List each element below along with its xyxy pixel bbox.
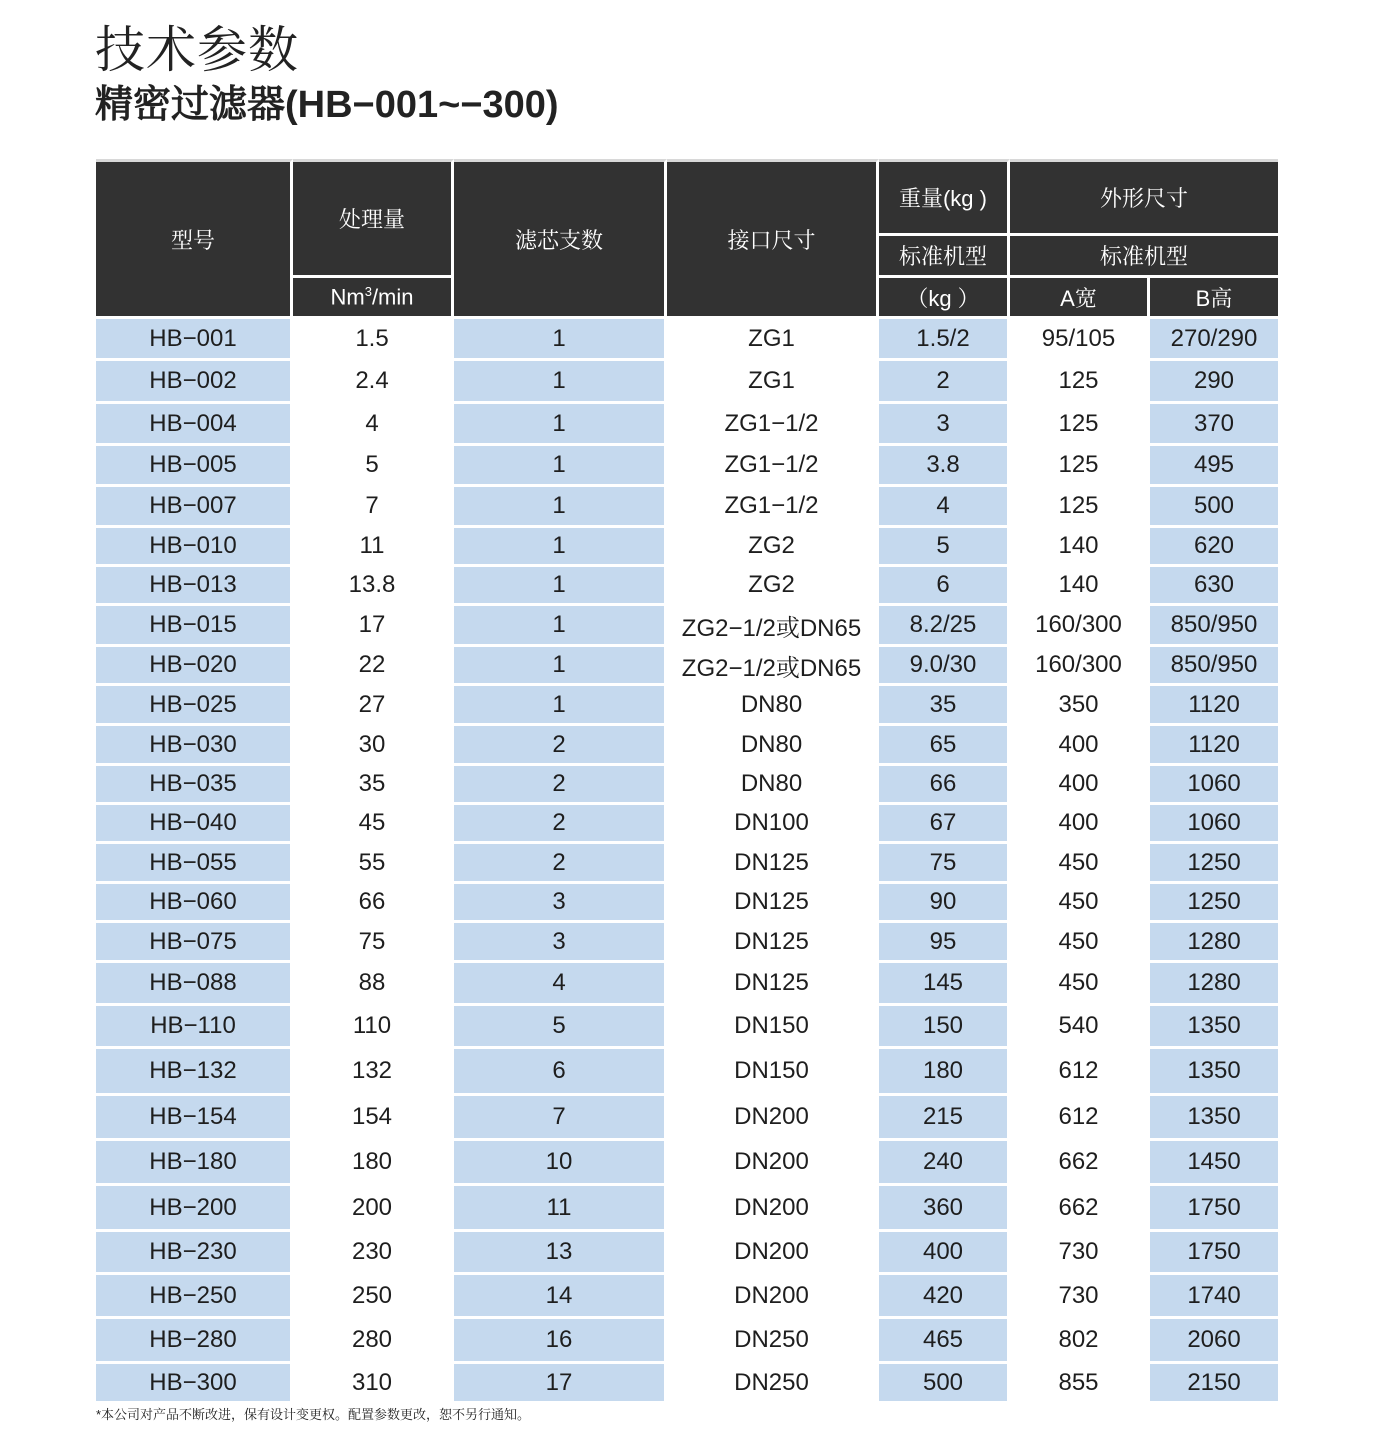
cell-height: 1060 — [1150, 805, 1278, 844]
cell-weight: 75 — [879, 844, 1010, 884]
cell-model: HB−004 — [96, 404, 293, 446]
cell-connection: ZG2−1/2或DN65 — [667, 647, 879, 686]
table-row — [96, 923, 1278, 963]
cell-weight: 2 — [879, 361, 1010, 404]
cell-capacity: 88 — [293, 963, 454, 1006]
table-row — [96, 1141, 1278, 1186]
cell-model: HB−025 — [96, 686, 293, 726]
cell-model: HB−015 — [96, 606, 293, 647]
cell-height: 1120 — [1150, 726, 1278, 766]
cell-cartridges: 1 — [454, 487, 667, 528]
cell-capacity: 55 — [293, 844, 454, 884]
table-row — [96, 1232, 1278, 1275]
cell-width: 450 — [1010, 963, 1150, 1006]
table-header — [96, 159, 1278, 319]
cell-height: 1750 — [1150, 1232, 1278, 1275]
cell-capacity: 230 — [293, 1232, 454, 1275]
cell-width: 400 — [1010, 766, 1150, 805]
cell-width: 730 — [1010, 1232, 1150, 1275]
table-row — [96, 567, 1278, 606]
header-height: B高 — [1150, 278, 1278, 319]
cell-model: HB−300 — [96, 1364, 293, 1404]
cell-height: 1750 — [1150, 1186, 1278, 1232]
cell-connection: ZG2−1/2或DN65 — [667, 606, 879, 647]
cell-height: 620 — [1150, 528, 1278, 567]
cell-height: 630 — [1150, 567, 1278, 606]
cell-connection: DN200 — [667, 1096, 879, 1141]
table-row — [96, 884, 1278, 923]
cell-width: 612 — [1010, 1096, 1150, 1141]
cell-capacity: 310 — [293, 1364, 454, 1404]
cell-capacity: 2.4 — [293, 361, 454, 404]
cell-width: 160/300 — [1010, 647, 1150, 686]
cell-height: 2150 — [1150, 1364, 1278, 1404]
cell-cartridges: 1 — [454, 606, 667, 647]
cell-width: 855 — [1010, 1364, 1150, 1404]
cell-height: 495 — [1150, 446, 1278, 487]
cell-width: 612 — [1010, 1049, 1150, 1096]
cell-height: 1250 — [1150, 884, 1278, 923]
table-row — [96, 1006, 1278, 1049]
cell-capacity: 13.8 — [293, 567, 454, 606]
cell-capacity: 66 — [293, 884, 454, 923]
cell-model: HB−055 — [96, 844, 293, 884]
cell-weight: 3.8 — [879, 446, 1010, 487]
cell-capacity: 22 — [293, 647, 454, 686]
cell-model: HB−060 — [96, 884, 293, 923]
cell-connection: DN150 — [667, 1006, 879, 1049]
table-row — [96, 844, 1278, 884]
cell-connection: ZG1 — [667, 319, 879, 361]
cell-width: 662 — [1010, 1186, 1150, 1232]
cell-cartridges: 1 — [454, 319, 667, 361]
cell-weight: 6 — [879, 567, 1010, 606]
cell-connection: DN80 — [667, 686, 879, 726]
cell-model: HB−030 — [96, 726, 293, 766]
cell-model: HB−230 — [96, 1232, 293, 1275]
cell-connection: ZG1 — [667, 361, 879, 404]
table-body — [96, 319, 1278, 1404]
cell-width: 160/300 — [1010, 606, 1150, 647]
cell-cartridges: 1 — [454, 647, 667, 686]
cell-weight: 3 — [879, 404, 1010, 446]
cell-height: 1740 — [1150, 1275, 1278, 1319]
table-row — [96, 404, 1278, 446]
cell-cartridges: 2 — [454, 766, 667, 805]
cell-connection: DN200 — [667, 1275, 879, 1319]
cell-capacity: 30 — [293, 726, 454, 766]
cell-weight: 9.0/30 — [879, 647, 1010, 686]
cell-width: 540 — [1010, 1006, 1150, 1049]
cell-cartridges: 1 — [454, 528, 667, 567]
cell-weight: 65 — [879, 726, 1010, 766]
cell-cartridges: 17 — [454, 1364, 667, 1404]
cell-weight: 180 — [879, 1049, 1010, 1096]
cell-capacity: 250 — [293, 1275, 454, 1319]
cell-height: 1350 — [1150, 1006, 1278, 1049]
cell-connection: ZG1−1/2 — [667, 487, 879, 528]
cell-cartridges: 2 — [454, 726, 667, 766]
cell-height: 850/950 — [1150, 647, 1278, 686]
cell-capacity: 45 — [293, 805, 454, 844]
cell-capacity: 132 — [293, 1049, 454, 1096]
cell-capacity: 280 — [293, 1319, 454, 1364]
cell-height: 1120 — [1150, 686, 1278, 726]
table-row — [96, 686, 1278, 726]
cell-height: 2060 — [1150, 1319, 1278, 1364]
cell-model: HB−010 — [96, 528, 293, 567]
cell-model: HB−250 — [96, 1275, 293, 1319]
cell-height: 500 — [1150, 487, 1278, 528]
cell-weight: 400 — [879, 1232, 1010, 1275]
cell-weight: 4 — [879, 487, 1010, 528]
cell-cartridges: 2 — [454, 805, 667, 844]
cell-connection: DN125 — [667, 844, 879, 884]
cell-cartridges: 2 — [454, 844, 667, 884]
cell-model: HB−280 — [96, 1319, 293, 1364]
header-weight-unit: （kg ） — [879, 278, 1010, 319]
cell-connection: DN250 — [667, 1319, 879, 1364]
cell-capacity: 7 — [293, 487, 454, 528]
cell-model: HB−154 — [96, 1096, 293, 1141]
cell-capacity: 110 — [293, 1006, 454, 1049]
cell-weight: 5 — [879, 528, 1010, 567]
header-connection: 接口尺寸 — [667, 159, 879, 319]
cell-height: 1450 — [1150, 1141, 1278, 1186]
header-model: 型号 — [96, 159, 293, 319]
cell-height: 850/950 — [1150, 606, 1278, 647]
cell-cartridges: 4 — [454, 963, 667, 1006]
cell-cartridges: 11 — [454, 1186, 667, 1232]
cell-height: 1350 — [1150, 1096, 1278, 1141]
cell-height: 1060 — [1150, 766, 1278, 805]
cell-capacity: 154 — [293, 1096, 454, 1141]
cell-connection: DN200 — [667, 1186, 879, 1232]
cell-cartridges: 3 — [454, 884, 667, 923]
table-row — [96, 1096, 1278, 1141]
header-capacity-unit — [293, 278, 454, 319]
cell-cartridges: 16 — [454, 1319, 667, 1364]
cell-weight: 8.2/25 — [879, 606, 1010, 647]
cell-width: 450 — [1010, 844, 1150, 884]
cell-height: 370 — [1150, 404, 1278, 446]
cell-width: 140 — [1010, 528, 1150, 567]
table-row — [96, 528, 1278, 567]
table-row — [96, 606, 1278, 647]
cell-weight: 465 — [879, 1319, 1010, 1364]
cell-capacity: 180 — [293, 1141, 454, 1186]
table-row — [96, 361, 1278, 404]
table-row — [96, 647, 1278, 686]
cell-connection: DN80 — [667, 726, 879, 766]
cell-model: HB−088 — [96, 963, 293, 1006]
cell-weight: 360 — [879, 1186, 1010, 1232]
cell-weight: 420 — [879, 1275, 1010, 1319]
cell-width: 662 — [1010, 1141, 1150, 1186]
cell-cartridges: 3 — [454, 923, 667, 963]
cell-capacity: 75 — [293, 923, 454, 963]
cell-connection: DN125 — [667, 884, 879, 923]
table-row — [96, 1275, 1278, 1319]
table-row — [96, 1049, 1278, 1096]
spec-table — [96, 159, 1278, 1404]
cell-width: 125 — [1010, 487, 1150, 528]
cell-weight: 145 — [879, 963, 1010, 1006]
cell-weight: 95 — [879, 923, 1010, 963]
capacity-unit-base: Nm — [330, 284, 365, 310]
header-cartridges: 滤芯支数 — [454, 159, 667, 319]
cell-connection: DN200 — [667, 1141, 879, 1186]
cell-model: HB−110 — [96, 1006, 293, 1049]
cell-connection: DN200 — [667, 1232, 879, 1275]
cell-connection: DN80 — [667, 766, 879, 805]
cell-cartridges: 1 — [454, 446, 667, 487]
table-row — [96, 487, 1278, 528]
cell-width: 450 — [1010, 884, 1150, 923]
cell-width: 450 — [1010, 923, 1150, 963]
cell-weight: 150 — [879, 1006, 1010, 1049]
cell-cartridges: 1 — [454, 361, 667, 404]
header-weight: 重量(kg ) — [879, 159, 1010, 236]
cell-width: 125 — [1010, 404, 1150, 446]
cell-capacity: 17 — [293, 606, 454, 647]
cell-connection: DN100 — [667, 805, 879, 844]
cell-model: HB−002 — [96, 361, 293, 404]
cell-width: 400 — [1010, 726, 1150, 766]
page-title: 技术参数 — [95, 22, 299, 78]
cell-height: 290 — [1150, 361, 1278, 404]
cell-connection: DN125 — [667, 963, 879, 1006]
cell-connection: DN125 — [667, 923, 879, 963]
cell-cartridges: 6 — [454, 1049, 667, 1096]
cell-weight: 90 — [879, 884, 1010, 923]
table-row — [96, 726, 1278, 766]
cell-capacity: 5 — [293, 446, 454, 487]
cell-width: 125 — [1010, 361, 1150, 404]
table-row — [96, 1364, 1278, 1404]
cell-model: HB−001 — [96, 319, 293, 361]
cell-weight: 35 — [879, 686, 1010, 726]
table-row — [96, 766, 1278, 805]
cell-model: HB−005 — [96, 446, 293, 487]
cell-capacity: 4 — [293, 404, 454, 446]
cell-cartridges: 10 — [454, 1141, 667, 1186]
table-row — [96, 1319, 1278, 1364]
cell-cartridges: 1 — [454, 404, 667, 446]
cell-connection: ZG2 — [667, 528, 879, 567]
cell-width: 125 — [1010, 446, 1150, 487]
cell-model: HB−180 — [96, 1141, 293, 1186]
cell-weight: 66 — [879, 766, 1010, 805]
cell-connection: DN250 — [667, 1364, 879, 1404]
cell-connection: ZG2 — [667, 567, 879, 606]
cell-height: 1250 — [1150, 844, 1278, 884]
cell-weight: 500 — [879, 1364, 1010, 1404]
cell-capacity: 11 — [293, 528, 454, 567]
cell-weight: 1.5/2 — [879, 319, 1010, 361]
cell-model: HB−132 — [96, 1049, 293, 1096]
table-row — [96, 805, 1278, 844]
cell-width: 95/105 — [1010, 319, 1150, 361]
capacity-unit-tail: /min — [371, 284, 414, 310]
cell-weight: 215 — [879, 1096, 1010, 1141]
cell-model: HB−035 — [96, 766, 293, 805]
cell-model: HB−020 — [96, 647, 293, 686]
header-capacity: 处理量 — [293, 159, 454, 278]
cell-cartridges: 1 — [454, 686, 667, 726]
cell-model: HB−013 — [96, 567, 293, 606]
header-weight-standard: 标准机型 — [879, 236, 1010, 278]
cell-cartridges: 5 — [454, 1006, 667, 1049]
cell-width: 802 — [1010, 1319, 1150, 1364]
table-row — [96, 319, 1278, 361]
cell-cartridges: 1 — [454, 567, 667, 606]
cell-height: 1280 — [1150, 963, 1278, 1006]
cell-connection: ZG1−1/2 — [667, 404, 879, 446]
cell-weight: 240 — [879, 1141, 1010, 1186]
cell-connection: DN150 — [667, 1049, 879, 1096]
cell-width: 140 — [1010, 567, 1150, 606]
footnote: *本公司对产品不断改进，保有设计变更权。配置参数更改，恕不另行通知。 — [96, 1407, 531, 1422]
cell-cartridges: 13 — [454, 1232, 667, 1275]
cell-connection: ZG1−1/2 — [667, 446, 879, 487]
cell-cartridges: 14 — [454, 1275, 667, 1319]
table-row — [96, 963, 1278, 1006]
cell-model: HB−200 — [96, 1186, 293, 1232]
page-subtitle: 精密过滤器(HB−001~−300) — [95, 84, 559, 126]
cell-capacity: 1.5 — [293, 319, 454, 361]
cell-width: 730 — [1010, 1275, 1150, 1319]
header-dimensions: 外形尺寸 — [1010, 159, 1278, 236]
cell-capacity: 200 — [293, 1186, 454, 1232]
capacity-unit-sup: 3 — [364, 283, 372, 299]
cell-width: 350 — [1010, 686, 1150, 726]
header-width: A宽 — [1010, 278, 1150, 319]
cell-height: 1280 — [1150, 923, 1278, 963]
header-dimensions-standard: 标准机型 — [1010, 236, 1278, 278]
cell-width: 400 — [1010, 805, 1150, 844]
cell-height: 1350 — [1150, 1049, 1278, 1096]
cell-model: HB−075 — [96, 923, 293, 963]
cell-model: HB−007 — [96, 487, 293, 528]
table-row — [96, 1186, 1278, 1232]
cell-capacity: 35 — [293, 766, 454, 805]
cell-weight: 67 — [879, 805, 1010, 844]
cell-capacity: 27 — [293, 686, 454, 726]
table-row — [96, 446, 1278, 487]
cell-model: HB−040 — [96, 805, 293, 844]
cell-height: 270/290 — [1150, 319, 1278, 361]
cell-cartridges: 7 — [454, 1096, 667, 1141]
